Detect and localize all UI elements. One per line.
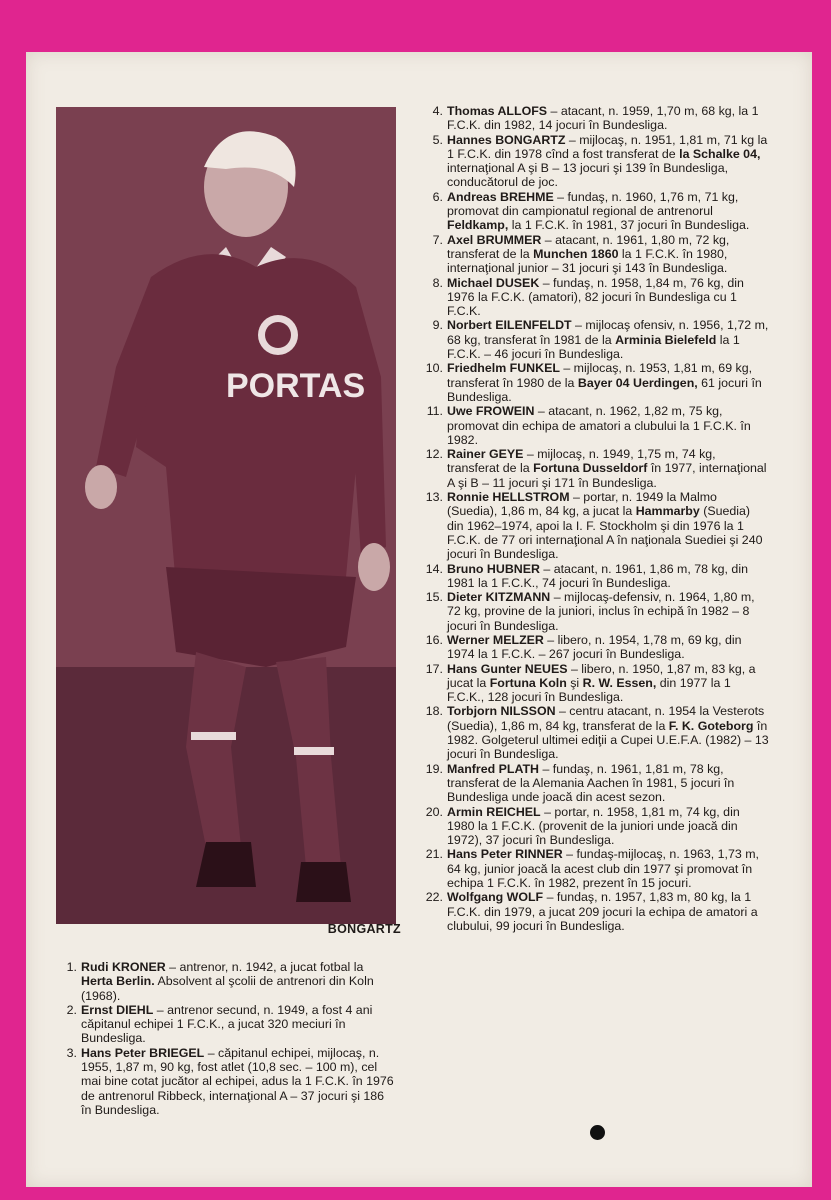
entry-number: 17. (425, 661, 443, 676)
entry-text: – antrenor secund, n. 1949, a fost 4 ani căpitanul echipei 1 F.C.K., a jucat 320 meciuri în Bundesliga. (81, 1002, 373, 1046)
entry-number: 12. (425, 447, 443, 462)
entry-number: 6. (432, 189, 443, 204)
player-entry (419, 361, 769, 404)
entry-bold-text: Thomas ALLOFS (447, 104, 548, 118)
entry-bold-text: Rainer GEYE (447, 447, 524, 462)
player-entry (419, 447, 769, 490)
player-entry (419, 133, 769, 190)
entry-bold-text: Hans Peter RINNER (447, 847, 563, 862)
player-photo (56, 107, 396, 924)
player-entry (419, 805, 769, 848)
entry-text: – fundaş, n. 1960, 1,76 m, 71 kg, promovat din campionatul regional de antrenorul (447, 189, 739, 219)
entry-text: în 1982. Golgeterul ultimei ediţii a Cupei U.E.F.A. (1982) – 13 jocuri în Bundesliga. (447, 718, 769, 762)
entry-bold-text: Dieter KITZMANN (447, 590, 551, 605)
entry-bold-text: Werner MELZER (447, 632, 544, 647)
entry-text: – centru atacant, n. 1954 la Vesterots (Suedia), 1,86 m, 84 kg, transferat de la (447, 704, 765, 733)
entry-text: – mijlocaş ofensiv, n. 1956, 1,72 m, 68 kg, transferat în 1981 de la (447, 318, 769, 347)
player-entry (419, 104, 769, 133)
player-list-left (53, 960, 396, 1117)
entry-text: – fundaş, n. 1957, 1,83 m, 80 kg, la 1 F.C.K. din 1979, a jucat 209 jocuri la echipa de amatori a clubului, 99 jocuri în Bundesliga. (447, 890, 758, 933)
entry-number: 22. (425, 890, 443, 905)
entry-text: – atacant, n. 1962, 1,82 m, 75 kg, promovat din echipa de amatori a clubului la 1 F.C.K. în 1982. (447, 404, 751, 447)
entry-number: 15. (425, 590, 443, 605)
player-entry (419, 633, 769, 662)
player-silhouette-image (56, 107, 396, 924)
entry-bold-text: R. W. Essen, (582, 675, 657, 690)
entry-number: 4. (432, 104, 443, 118)
entry-number: 20. (425, 804, 443, 819)
entry-text: – căpitanul echipei, mijlocaş, n. 1955, 1,87 m, 90 kg, fost atlet (10,8 sec. – 100 m), cel mai bine cotat jucător al echipei, adus la 1 F.C.K. în 1976 de antrenorul Ribbeck, internaţional A – 37 jocuri şi 186 în Bundesliga. (81, 1045, 394, 1117)
entry-bold-text: Andreas BREHME (447, 189, 554, 204)
entry-bold-text: Bruno HUBNER (447, 561, 540, 576)
entry-bold-text: Armin REICHEL (447, 804, 541, 819)
entry-number: 14. (425, 561, 443, 576)
entry-number: 13. (425, 490, 443, 505)
player-entry (419, 318, 769, 361)
entry-bold-text: Michael DUSEK (447, 275, 540, 290)
entry-bold-text: Wolfgang WOLF (447, 890, 544, 905)
entry-text: – libero, n. 1954, 1,78 m, 69 kg, din 1974 la 1 F.C.K. – 267 jocuri în Bundesliga. (447, 632, 742, 662)
entry-bold-text: Fortuna Dusseldorf (533, 461, 648, 476)
entry-bold-text: Hans Gunter NEUES (447, 661, 568, 676)
player-entry (419, 847, 769, 890)
entry-number: 21. (425, 847, 443, 862)
entry-bold-text: Torbjorn NILSSON (447, 704, 556, 719)
entry-bold-text: la Schalke 04, (679, 146, 761, 161)
entry-number: 8. (432, 275, 443, 290)
player-entry (419, 562, 769, 591)
player-entry (419, 890, 769, 933)
entry-text: – atacant, n. 1961, 1,80 m, 72 kg, transferat de la (447, 232, 730, 261)
entry-text: la 1 F.C.K. – 46 jocuri în Bundesliga. (447, 332, 740, 362)
entry-number: 18. (425, 704, 443, 719)
entry-text: – mijlocaş-defensiv, n. 1964, 1,80 m, 72 kg, provine de la juniori, inclus în echipă în 1982 – 8 jocuri în Bundesliga. (447, 590, 755, 633)
entry-bold-text: Bayer 04 Uerdingen, (577, 375, 698, 390)
entry-bold-text: Rudi KRONER (81, 960, 166, 974)
entry-text: – atacant, n. 1961, 1,86 m, 78 kg, din 1981 la 1 F.C.K., 74 jocuri în Bundesliga. (447, 561, 748, 590)
entry-number: 1. (66, 960, 77, 974)
player-entry (53, 960, 396, 1003)
entry-bold-text: Hammarby (635, 504, 700, 519)
entry-bold-text: Ronnie HELLSTROM (447, 490, 570, 505)
entry-number: 19. (425, 761, 443, 776)
entry-bold-text: Axel BRUMMER (447, 232, 542, 247)
entry-text: şi (566, 675, 583, 690)
player-entry (419, 404, 769, 447)
entry-bold-text: Herta Berlin. (81, 974, 155, 989)
shirt-sponsor-text: PORTAS (226, 367, 366, 405)
entry-text: în 1977, internaţional A şi B – 11 jocuri şi 171 în Bundesliga. (447, 461, 767, 490)
entry-text: – antrenor, n. 1942, a jucat fotbal la (165, 960, 364, 974)
player-entry (419, 590, 769, 633)
entry-text: internaţional A şi B – 13 jocuri şi 139 în Bundesliga, conducătorul de joc. (447, 161, 729, 190)
player-entry (53, 1003, 396, 1046)
player-list-right (419, 104, 769, 933)
player-entry (419, 490, 769, 561)
entry-number: 5. (432, 132, 443, 147)
player-entry (419, 662, 769, 705)
player-entry (53, 1046, 396, 1117)
entry-number: 11. (426, 404, 443, 419)
entry-bold-text: F. K. Goteborg (668, 718, 754, 733)
entry-text: Absolvent al şcolii de antrenori din Koln (1968). (81, 974, 374, 1003)
entry-text: – portar, n. 1958, 1,81 m, 74 kg, din 1980 la 1 F.C.K. (provenit de la juniori unde joacă din 1972), 37 jocuri în Bundesliga. (447, 804, 740, 848)
entry-bold-text: Fortuna Koln (489, 675, 567, 690)
entry-text: la 1 F.C.K. în 1980, internaţional junior – 31 jocuri şi 143 în Bundesliga. (447, 246, 728, 276)
entry-text: din 1977 la 1 F.C.K., 128 jocuri în Bundesliga. (447, 675, 731, 705)
entry-text: – libero, n. 1950, 1,87 m, 83 kg, a jucat la (447, 661, 756, 690)
entry-number: 7. (432, 232, 443, 247)
player-entry (419, 762, 769, 805)
entry-text: 61 jocuri în Bundesliga. (447, 375, 762, 404)
player-entry (419, 233, 769, 276)
player-entry (419, 704, 769, 761)
entry-bold-text: Manfred PLATH (447, 761, 540, 776)
bullet-dot (590, 1125, 605, 1140)
entry-text: – mijlocaş, n. 1951, 1,81 m, 71 kg la 1 F.C.K. din 1978 cînd a fost transferat de (447, 132, 768, 161)
entry-text: – fundaş, n. 1961, 1,81 m, 78 kg, transferat de la Alemania Aachen în 1981, 5 jocuri în Bundesliga unde joacă din acest sezon. (447, 761, 735, 805)
entry-bold-text: Friedhelm FUNKEL (447, 361, 560, 376)
entry-bold-text: Ernst DIEHL (81, 1002, 154, 1017)
entry-text: – atacant, n. 1959, 1,70 m, 68 kg, la 1 F.C.K. din 1982, 14 jocuri în Bundesliga. (447, 104, 759, 133)
entry-number: 16. (425, 632, 443, 647)
entry-bold-text: Norbert EILENFELDT (447, 318, 572, 333)
photo-caption: BONGARTZ (327, 922, 401, 936)
entry-bold-text: Feldkamp, (447, 218, 509, 233)
entry-text: la 1 F.C.K. în 1981, 37 jocuri în Bundesliga. (508, 218, 750, 233)
entry-text: (Suedia) din 1962–1974, apoi la I. F. Stockholm şi din 1976 la 1 F.C.K. de 77 ori internaţional A în naţionala Suediei şi 240 jocuri în Bundesliga. (447, 504, 763, 562)
entry-number: 10. (425, 361, 443, 376)
entry-text: – portar, n. 1949 la Malmo (Suedia), 1,86 m, 84 kg, a jucat la (447, 490, 717, 519)
entry-bold-text: Arminia Bielefeld (615, 332, 717, 347)
entry-number: 3. (66, 1045, 77, 1060)
entry-bold-text: Hans Peter BRIEGEL (81, 1045, 205, 1060)
entry-number: 2. (66, 1002, 77, 1017)
entry-number: 9. (432, 318, 443, 333)
entry-text: – fundaş, n. 1958, 1,84 m, 76 kg, din 1976 la F.C.K. (amatori), 82 jocuri în Bundesliga cu 1 F.C.K. (447, 275, 744, 319)
entry-bold-text: Munchen 1860 (533, 246, 619, 261)
player-entry (419, 190, 769, 233)
entry-text: – mijlocaş, n. 1953, 1,81 m, 69 kg, transferat în 1980 de la (447, 361, 753, 390)
entry-bold-text: Hannes BONGARTZ (447, 132, 566, 147)
player-entry (419, 276, 769, 319)
entry-bold-text: Uwe FROWEIN (447, 404, 535, 419)
entry-text: – fundaş-mijlocaş, n. 1963, 1,73 m, 64 kg, junior joacă la acest club din 1977 şi promovat în echipa 1 F.C.K. în 1982, prezent în 15 jocuri. (447, 847, 759, 891)
magazine-page (26, 52, 812, 1187)
entry-text: – mijlocaş, n. 1949, 1,75 m, 74 kg, transferat de la (447, 447, 716, 476)
